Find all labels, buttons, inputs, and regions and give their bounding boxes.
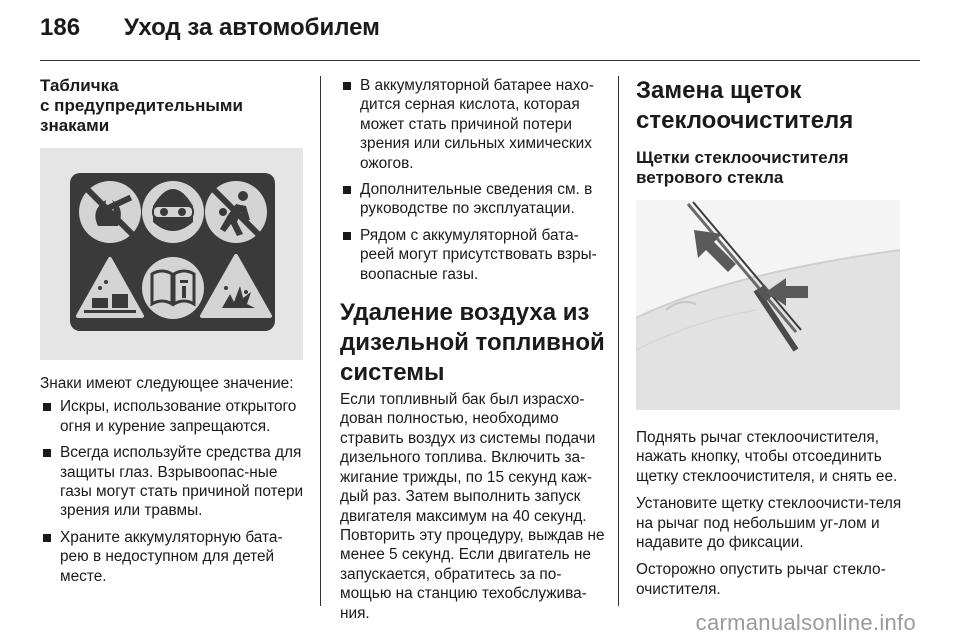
- warning-signs-illustration: [40, 148, 303, 360]
- column-3: [636, 76, 906, 599]
- wiper-illustration: [636, 200, 900, 410]
- windshield-wiper-subheading: [636, 148, 906, 188]
- column-divider-1: [320, 76, 321, 606]
- page-header: [40, 14, 380, 42]
- heading-line: Удаление воздуха из: [340, 299, 590, 327]
- column-2: [340, 76, 605, 623]
- list-item: Храните аккумуляторную бата-рею в недоступном для детей месте.: [40, 528, 305, 586]
- diesel-bleed-heading: [340, 298, 605, 388]
- wiper-step-2: Установите щетку стеклоочисти-теля на рычаг под небольшим уг-лом и надавите до фиксации.: [636, 495, 902, 552]
- wiper-replacement-heading: [636, 76, 906, 136]
- page-title: Уход за автомобилем: [124, 14, 380, 41]
- list-item: Рядом с аккумуляторной бата-реей могут присутствовать взры-воопасные газы.: [340, 226, 605, 284]
- no-fire-sign-icon: [79, 181, 141, 243]
- list-item: Дополнительные сведения см. в руководстве по эксплуатации.: [340, 180, 605, 219]
- heading-line: Щетки стеклоочистителя: [636, 148, 849, 167]
- heading-line: Замена щеток: [636, 77, 802, 104]
- wiper-figure: [636, 200, 900, 410]
- eye-protection-sign-icon: [142, 181, 204, 243]
- heading-line: знаками: [40, 116, 110, 135]
- heading-line: стеклоочистителя: [636, 107, 854, 134]
- page-number: 186: [40, 14, 81, 41]
- signs-meaning-list-continued: [340, 76, 605, 284]
- no-children-sign-icon: [205, 181, 267, 243]
- list-item: Всегда используйте средства для защиты глаз. Взрывоопас-ные газы могут стать причиной потери зрения или травмы.: [40, 443, 305, 521]
- column-1: [40, 76, 305, 593]
- heading-line: системы: [340, 359, 445, 387]
- heading-line: ветрового стекла: [636, 168, 784, 187]
- wiper-step-3: Осторожно опустить рычаг стекло-очистителя.: [636, 561, 886, 598]
- diesel-bleed-body: Если топливный бак был израсхо-дован полностью, необходимо стравить воздух из системы подачи дизельного топлива. Включить за-жигание трижды, по 15 секунд каж-дый раз. Затем выполнить запуск двигателя максимум на 40 секунд. Повторить эту процедуру, выждав не менее 5 секунд. Если двигатель не запускается, обратитесь за по-мощью на станцию техобслужива-ния.: [340, 391, 605, 622]
- warning-plate-heading: [40, 76, 305, 136]
- signs-meaning-list: [40, 397, 305, 586]
- heading-line: с предупредительными: [40, 96, 243, 115]
- signs-intro: Знаки имеют следующее значение:: [40, 375, 294, 392]
- heading-line: Табличка: [40, 76, 119, 95]
- heading-line: дизельной топливной: [340, 329, 605, 357]
- read-manual-sign-icon: [142, 257, 204, 319]
- column-divider-2: [618, 76, 619, 606]
- warning-signs-figure: [40, 148, 303, 360]
- header-divider: [40, 60, 920, 61]
- watermark: carmanualsonline.info: [695, 610, 916, 635]
- list-item: В аккумуляторной батарее нахо-дится серная кислота, которая может стать причиной потери зрения или сильных химических ожогов.: [340, 76, 605, 173]
- list-item: Искры, использование открытого огня и курение запрещаются.: [40, 397, 305, 436]
- wiper-step-1: Поднять рычаг стеклоочистителя, нажать кнопку, чтобы отсоединить щетку стеклоочистителя, и снять ее.: [636, 429, 898, 485]
